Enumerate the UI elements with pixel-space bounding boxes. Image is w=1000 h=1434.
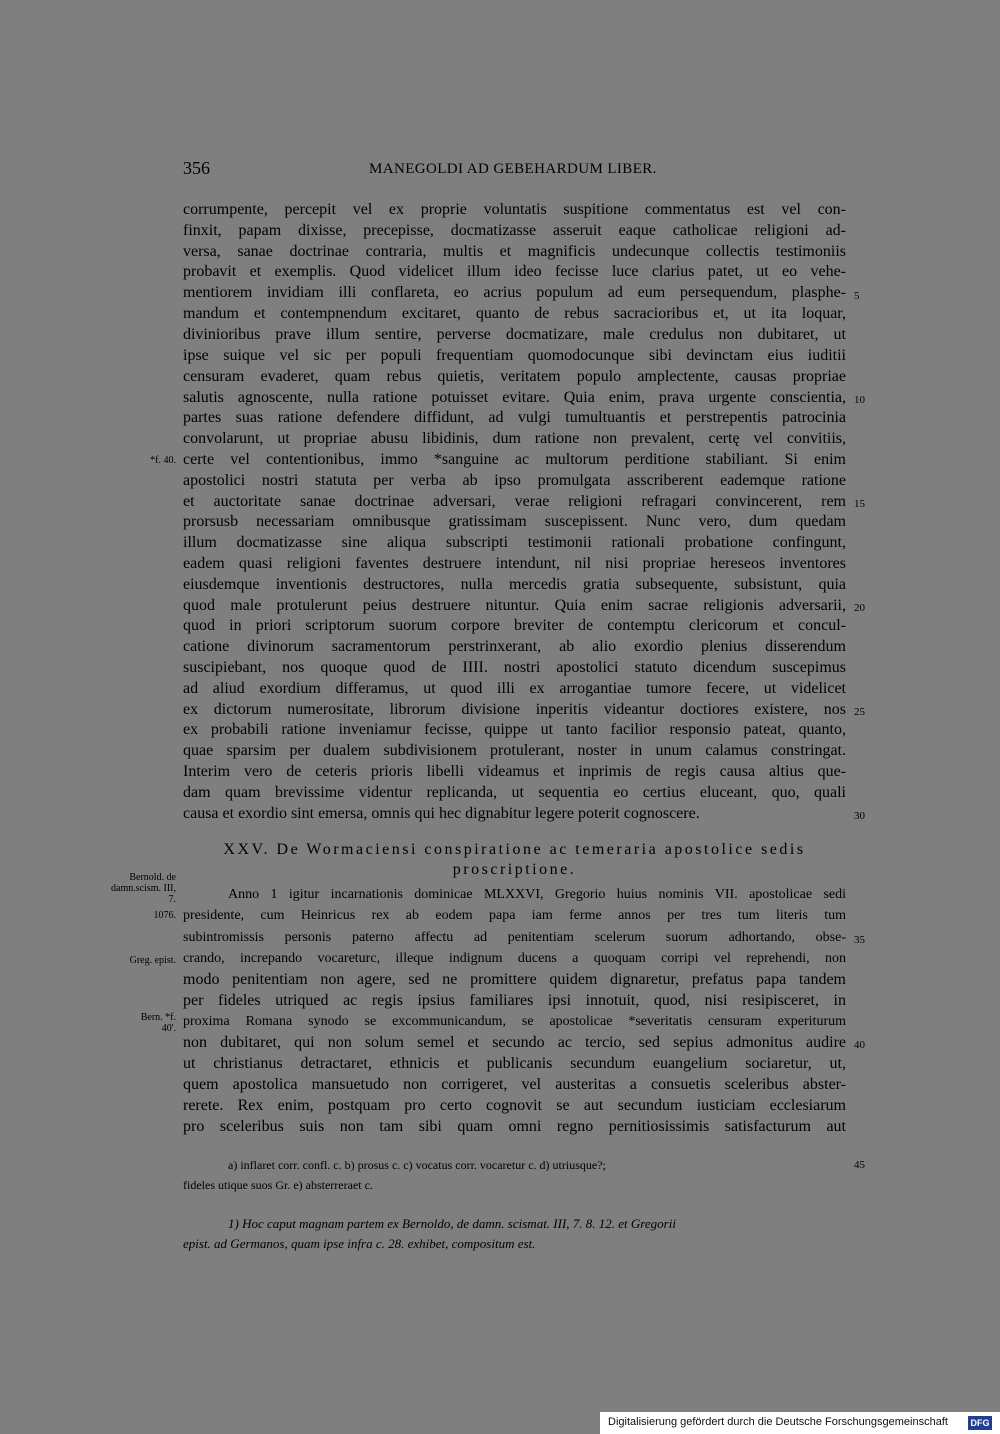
line-number: 10 [854, 394, 865, 406]
text-line: prorsusb necessariam omnibusque gratissimam suscepissent. Nunc vero, dum quedam [183, 513, 846, 530]
chapter-text-line: Anno 1 igitur incarnationis dominicae MLXXVI, Gregorio huius nominis VII. apostolicae sedi [228, 887, 846, 902]
apparatus-line: fideles utique suos Gr. e) absterreraet c. [183, 1178, 373, 1192]
chapter-text-line: subintromissis personis paterno affectu ad penitentiam scelerum suorum adhortando, obse- [183, 930, 846, 945]
chapter-heading: XXV. De Wormaciensi conspiratione ac temeraria apostolice sedis [223, 841, 806, 858]
line-number: 5 [854, 290, 860, 302]
chapter-text-line: ut christianus detractaret, ethnicis et publicanis secundum euangelium sociaretur, ut, [183, 1055, 846, 1072]
text-line: divinioribus prave illum sentire, perverse docmatizare, male credulus non dubitaret, ut [183, 326, 846, 343]
margin-note: Bernold. de damn.scism. III, 7. [111, 872, 176, 905]
chapter-text-line: quem apostolica mansuetudo non corrigeret, vel austeritas a consuetis sceleribus abster- [183, 1076, 846, 1093]
line-number: 15 [854, 498, 865, 510]
margin-note: *f. 40. [150, 455, 176, 466]
text-line: certe vel contentionibus, immo *sanguine ac multorum perditione stabiliant. Si enim [183, 451, 846, 468]
chapter-text-line: crando, increpando vocareturc, illeque indignum ducens a quoquam corripi vel reprehendi, non [183, 951, 846, 966]
text-line: quod male protulerunt peius destruere nituntur. Quia enim sacrae religionis adversarii, [183, 597, 846, 614]
line-number: 20 [854, 602, 865, 614]
line-number: 25 [854, 706, 865, 718]
page-number: 356 [183, 158, 210, 178]
margin-note: Greg. epist. [129, 955, 176, 966]
line-number: 40 [854, 1039, 865, 1051]
text-line: suscipiebant, nos quoque quod de IIII. nostri apostolici statuto dicendum suscepimus [183, 659, 846, 676]
chapter-text-line: proxima Romana synodo se excommunicandum, se apostolicae *severitatis censuram experiturum [183, 1014, 846, 1029]
text-line: corrumpente, percepit vel ex proprie voluntatis suspitione commentatus est vel con- [183, 201, 846, 218]
text-line: ad aliud exordium differamus, ut quod illi ex arrogantiae tumore fecere, ut videlicet [183, 680, 846, 697]
chapter-text-line: rerete. Rex enim, postquam pro certo cognovit se aut secundum iusticiam ecclesiarum [183, 1097, 846, 1114]
chapter-text-line: per fideles utriqued ac regis ipsius familiares ipsi innotuit, quod, nisi resipisceret, in [183, 992, 846, 1009]
text-line: mentiorem invidiam illi conflareta, eo acrius populum ad eum persequendum, plasphe- [183, 284, 846, 301]
line-number: 35 [854, 934, 865, 946]
dfg-logo[interactable]: DFG [968, 1416, 992, 1430]
text-line: illum docmatizasse sine aliqua subscripti testimonii rationali probatione confingunt, [183, 534, 846, 551]
line-number: 30 [854, 810, 865, 822]
text-line: partes suas ratione defendere diffidunt, ad vulgi tumultuantis et perstrepentis patrocinia [183, 409, 846, 426]
chapter-heading-continued: proscriptione. [452, 861, 577, 878]
margin-note: 1076. [153, 910, 176, 921]
text-line: causa et exordio sint emersa, omnis qui hec dignabitur legere poterit cognoscere. [183, 805, 700, 822]
text-line: eiusdemque inventionis destructores, nulla mercedis gratia subsequente, subsistunt, quia [183, 576, 846, 593]
text-line: versa, sanae doctrinae contraria, multis et magnificis undecunque collectis testimoniis [183, 243, 846, 260]
text-line: ipse suique vel sic per populi frequentiam quomodocunque sibi devinctam eius iuditii [183, 347, 846, 364]
text-line: salutis agnoscente, nulla ratione potuisset evitare. Quia enim, prava urgente conscientia, [183, 389, 846, 406]
text-line: Interim vero de ceteris prioris libelli videamus et inprimis de regis causa altius que- [183, 763, 846, 780]
chapter-text-line: pro sceleribus suis non tam sibi quam omni regno pernitiosissimis satisfacturum aut [183, 1118, 846, 1135]
line-number: 45 [854, 1159, 865, 1171]
text-line: mandum et contempnendum excitaret, quanto de rebus sacracioribus et, ut ita loquar, [183, 305, 846, 322]
chapter-text-line: non dubitaret, qui non solum semel et secundo ac tercio, sed sepius admonitus audire [183, 1034, 846, 1051]
text-line: eadem quasi religioni faventes destruere intendunt, nil nisi propriae hereseos inventores [183, 555, 846, 572]
apparatus-line: a) inflaret corr. confl. c. b) prosus c. c) vocatus corr. vocaretur c. d) utriusque?; [228, 1158, 606, 1172]
text-line: probavit et exemplis. Quod videlicet illum ideo fecisse luce clarius patet, ut eo vehe- [183, 263, 846, 280]
footnote-line: epist. ad Germanos, quam ipse infra c. 28. exhibet, compositum est. [183, 1236, 536, 1251]
margin-note: Bern. *f. 40'. [140, 1012, 176, 1034]
chapter-text-line: modo penitentiam non agere, sed ne promittere quidem dignaretur, prefatus papa tandem [183, 971, 846, 988]
footnote-line: 1) Hoc caput magnam partem ex Bernoldo, de damn. scismat. III, 7. 8. 12. et Gregorii [228, 1216, 676, 1231]
chapter-text-line: presidente, cum Heinricus rex ab eodem papa iam ferme annos per tres tum literis tum [183, 908, 846, 923]
text-line: ex probabili ratione inveniamur fecisse, quippe ut tanto facilior responsio pateat, quanto, [183, 721, 846, 738]
text-line: ex dictorum numerositate, librorum divisione inperitis videantur doctiores existere, nos [183, 701, 846, 718]
running-title: MANEGOLDI AD GEBEHARDUM LIBER. [369, 161, 657, 177]
text-line: apostolici nostri statuta per verba ab ipso promulgata asscriberent eademque ratione [183, 472, 846, 489]
text-line: convolarunt, ut propriae abusu libidinis, dum ratione non prevalent, certę vel convitiis, [183, 430, 846, 447]
text-line: catione divinorum sacramentorum perstrinxerant, ab alio exordio plenius disserendum [183, 638, 846, 655]
text-line: quae sparsim per dualem subdivisionem protulerant, noster in unum calamus constringat. [183, 742, 846, 759]
footer-credit: Digitalisierung gefördert durch die Deutsche Forschungsgemeinschaft [608, 1416, 948, 1428]
footer-bar [600, 1412, 1000, 1434]
text-line: quod in priori scriptorum suorum corpore breviter de contemptu clericorum et concul- [183, 617, 846, 634]
text-line: dam quam brevissime videntur replicanda, ut sequentia eo certius eluceant, quo, quali [183, 784, 846, 801]
text-line: finxit, papam dixisse, precepisse, docmatizasse asseruit eaque catholicae religioni ad- [183, 222, 846, 239]
text-line: censuram evaderet, quam rebus quietis, veritatem populo amplectente, causas propriae [183, 368, 846, 385]
page-header [183, 158, 846, 182]
text-line: et auctoritate sanae doctrinae adversari, verae religioni refragari convincerent, rem [183, 493, 846, 510]
